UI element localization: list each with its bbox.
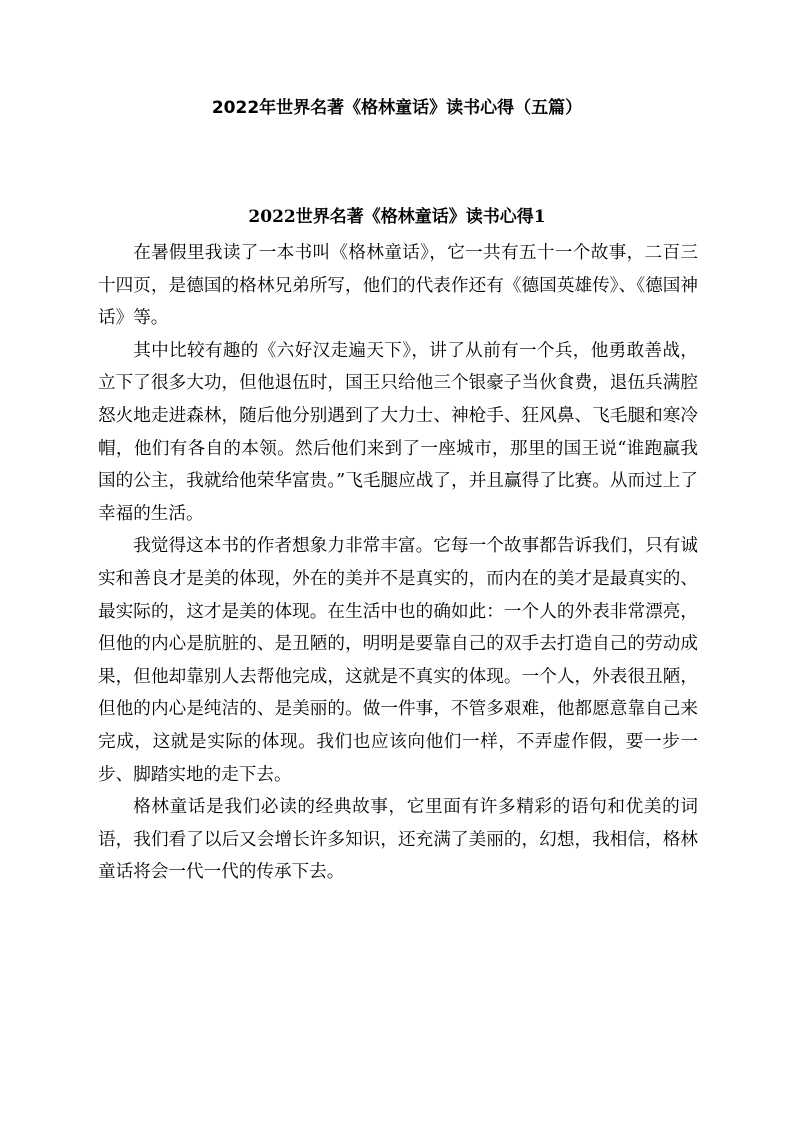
paragraph: 我觉得这本书的作者想象力非常丰富。它每一个故事都告诉我们，只有诚实和善良才是美的体现，外在的美并不是真实的，而内在的美才是最真实的、最实际的，这才是美的体现。在生活中也的确如此：一个人的外表非常漂亮，但他的内心是肮脏的、是丑陋的，明明是要靠自己的双手去打造自己的劳动成果，但他却靠别人去帮他完成，这就是不真实的体现。一个人，外表很丑陋，但他的内心是纯洁的、是美丽的。做一件事，不管多艰难，他都愿意靠自己来完成，这就是实际的体现。我们也应该向他们一样，不弄虚作假，要一步一步、脚踏实地的走下去。 (98, 536, 698, 785)
essay-title: 2022世界名著《格林童话》读书心得1 (248, 207, 546, 227)
paragraph: 在暑假里我读了一本书叫《格林童话》，它一共有五十一个故事，二百三十四页，是德国的格林兄弟所写，他们的代表作还有《德国英雄传》、《德国神话》等。 (98, 243, 698, 329)
document-title: 2022年世界名著《格林童话》读书心得（五篇） (211, 98, 583, 118)
paragraph: 其中比较有趣的《六好汉走遍天下》，讲了从前有一个兵，他勇敢善战，立下了很多大功，但他退伍时，国王只给他三个银豪子当伙食费，退伍兵满腔怒火地走进森林，随后他分别遇到了大力士、神枪手、狂风鼻、飞毛腿和寒冷帽，他们有各自的本领。然后他们来到了一座城市，那里的国王说“谁跑赢我国的公主，我就给他荣华富贵。”飞毛腿应战了，并且赢得了比赛。从而过上了幸福的生活。 (98, 340, 698, 524)
essay-body (98, 237, 698, 889)
paragraph: 格林童话是我们必读的经典故事，它里面有许多精彩的语句和优美的词语，我们看了以后又会增长许多知识，还充满了美丽的，幻想，我相信，格林童话将会一代一代的传承下去。 (98, 797, 698, 883)
